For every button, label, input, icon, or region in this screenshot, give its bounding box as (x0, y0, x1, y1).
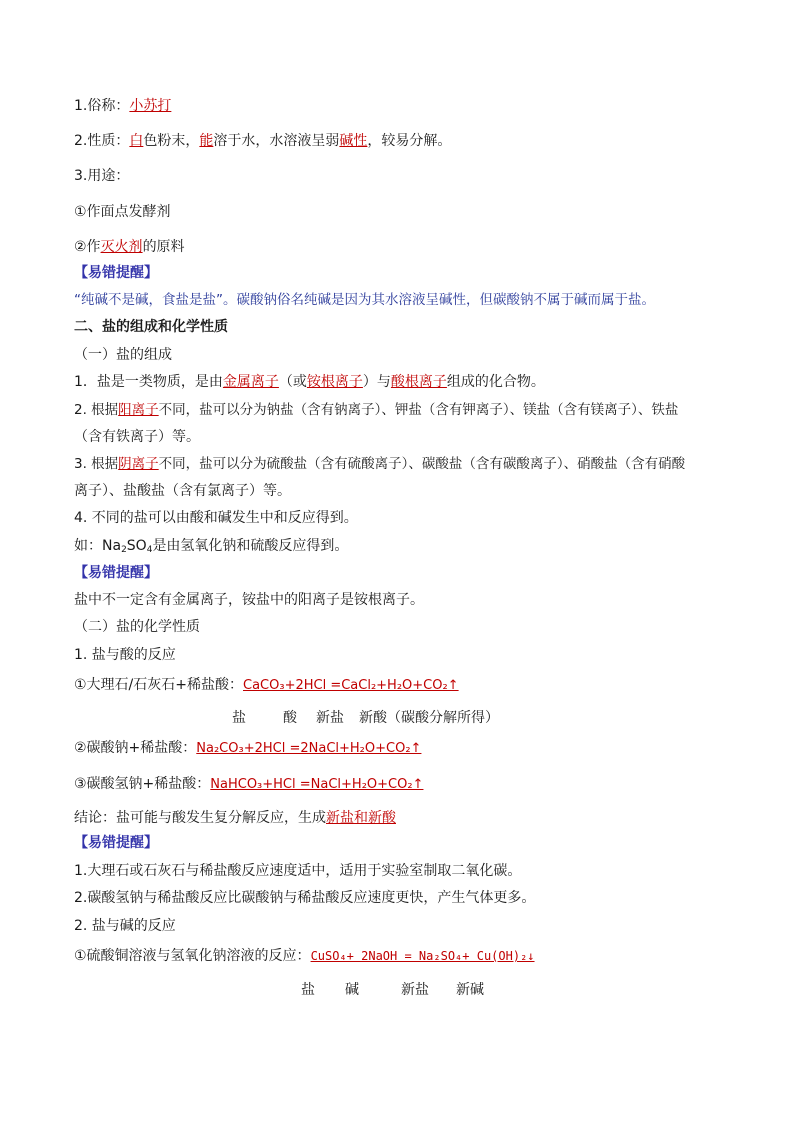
text: 的原料 (142, 239, 185, 255)
equation: CuSO₄+ 2NaOH = Na₂SO₄+ Cu(OH)₂↓ (310, 949, 535, 963)
para-cation-cont: （含有铁离子）等。 (74, 429, 200, 445)
text: ，较易分解。 (367, 133, 452, 149)
text: 1.俗称： (74, 98, 130, 114)
reaction-sodium-bicarbonate (74, 774, 423, 795)
subsection-heading-2: （二）盐的化学性质 (74, 619, 200, 635)
label-salt: 盐 (232, 710, 246, 726)
text: ②作 (74, 239, 101, 255)
text: ）与 (362, 374, 391, 390)
text: 2.性质： (74, 133, 130, 149)
reaction-marble (74, 675, 459, 696)
text: 如：Na (74, 538, 122, 554)
line-common-name (74, 96, 171, 116)
para-neutralization: 4. 不同的盐可以由酸和碱发生中和反应得到。 (74, 510, 358, 526)
text: 不同，盐可以分为硫酸盐（含有硫酸离子）、碳酸盐（含有碳酸离子）、硝酸盐（含有硝酸 (158, 456, 686, 472)
answer-underlined: 金属离子 (222, 374, 279, 390)
para-example (74, 536, 348, 560)
answer-underlined: 能 (199, 133, 214, 149)
text: ②碳酸钠+稀盐酸： (74, 740, 197, 756)
text: 3. 根据 (74, 456, 119, 472)
text: ①硫酸铜溶液与氢氧化钠溶液的反应： (74, 948, 311, 964)
para-salt-definition (74, 372, 545, 392)
answer-underlined: 阴离子 (118, 456, 159, 472)
equation: CaCO₃+2HCl =CaCl₂+H₂O+CO₂↑ (243, 678, 459, 693)
text: 是由氢氧化钠和硫酸反应得到。 (152, 538, 349, 554)
tip-text-2: 盐中不一定含有金属离子，铵盐中的阳离子是铵根离子。 (74, 592, 424, 608)
answer-underlined: 阳离子 (118, 402, 159, 418)
label-new-salt: 新盐 (316, 710, 344, 726)
answer-underlined: 灭火剂 (100, 239, 143, 255)
text: ③碳酸氢钠+稀盐酸： (74, 776, 211, 792)
answer-underlined: 酸根离子 (390, 374, 447, 390)
label-salt-2: 盐 (301, 982, 315, 998)
equation: Na₂CO₃+2HCl =2NaCl+H₂O+CO₂↑ (196, 741, 422, 756)
label-new-salt-2: 新盐 (401, 982, 429, 998)
label-base: 碱 (345, 982, 359, 998)
tip-text-1: “纯碱不是碱，食盐是盐”。碳酸钠俗名纯碱是因为其水溶液呈碱性，但碳酸钠不属于碱而属于盐。 (74, 292, 655, 308)
text: （或 (278, 374, 307, 390)
para-anion (74, 454, 685, 474)
reaction-heading-2: 2. 盐与碱的反应 (74, 918, 176, 934)
line-use-1: ①作面点发酵剂 (74, 204, 171, 220)
label-new-base: 新碱 (456, 982, 484, 998)
answer-underlined: 小苏打 (129, 98, 172, 114)
reaction-copper-sulfate (74, 946, 535, 966)
line-use-2 (74, 237, 185, 257)
tip-text-3a: 1.大理石或石灰石与稀盐酸反应速度适中，适用于实验室制取二氧化碳。 (74, 863, 522, 879)
equation: NaHCO₃+HCl =NaCl+H₂O+CO₂↑ (210, 777, 424, 792)
answer-underlined: 铵根离子 (306, 374, 363, 390)
text: 不同，盐可以分为钠盐（含有钠离子）、钾盐（含有钾离子）、镁盐（含有镁离子）、铁盐 (158, 402, 679, 418)
text: ①大理石/石灰石+稀盐酸： (74, 677, 243, 693)
answer-underlined: 白 (129, 133, 144, 149)
text: 溶于水，水溶液呈弱 (213, 133, 340, 149)
para-anion-cont: 离子）、盐酸盐（含有氯离子）等。 (74, 483, 291, 499)
conclusion (74, 808, 396, 828)
label-acid: 酸 (283, 710, 297, 726)
tip-text-3b: 2.碳酸氢钠与稀盐酸反应比碳酸钠与稀盐酸反应速度更快，产生气体更多。 (74, 890, 536, 906)
label-new-acid: 新酸（碳酸分解所得） (359, 710, 499, 726)
tip-heading-1: 【易错提醒】 (74, 265, 158, 281)
text: 组成的化合物。 (446, 374, 545, 390)
section-heading: 二、盐的组成和化学性质 (74, 319, 228, 335)
para-cation (74, 400, 678, 420)
line-properties (74, 131, 451, 151)
subscript: 4 (146, 545, 153, 555)
text: SO (126, 538, 147, 554)
line-uses: 3.用途： (74, 168, 130, 184)
reaction-heading-1: 1. 盐与酸的反应 (74, 647, 176, 663)
text: 2. 根据 (74, 402, 119, 418)
text: 色粉末， (143, 133, 200, 149)
answer-underlined: 碱性 (339, 133, 368, 149)
text: 1．盐是一类物质，是由 (74, 374, 223, 390)
reaction-sodium-carbonate (74, 738, 421, 759)
subscript: 2 (121, 545, 127, 555)
tip-heading-3: 【易错提醒】 (74, 835, 158, 851)
text: 结论：盐可能与酸发生复分解反应，生成 (74, 810, 326, 826)
subsection-heading-1: （一）盐的组成 (74, 347, 172, 363)
answer-underlined: 新盐和新酸 (326, 810, 396, 826)
tip-heading-2: 【易错提醒】 (74, 565, 158, 581)
